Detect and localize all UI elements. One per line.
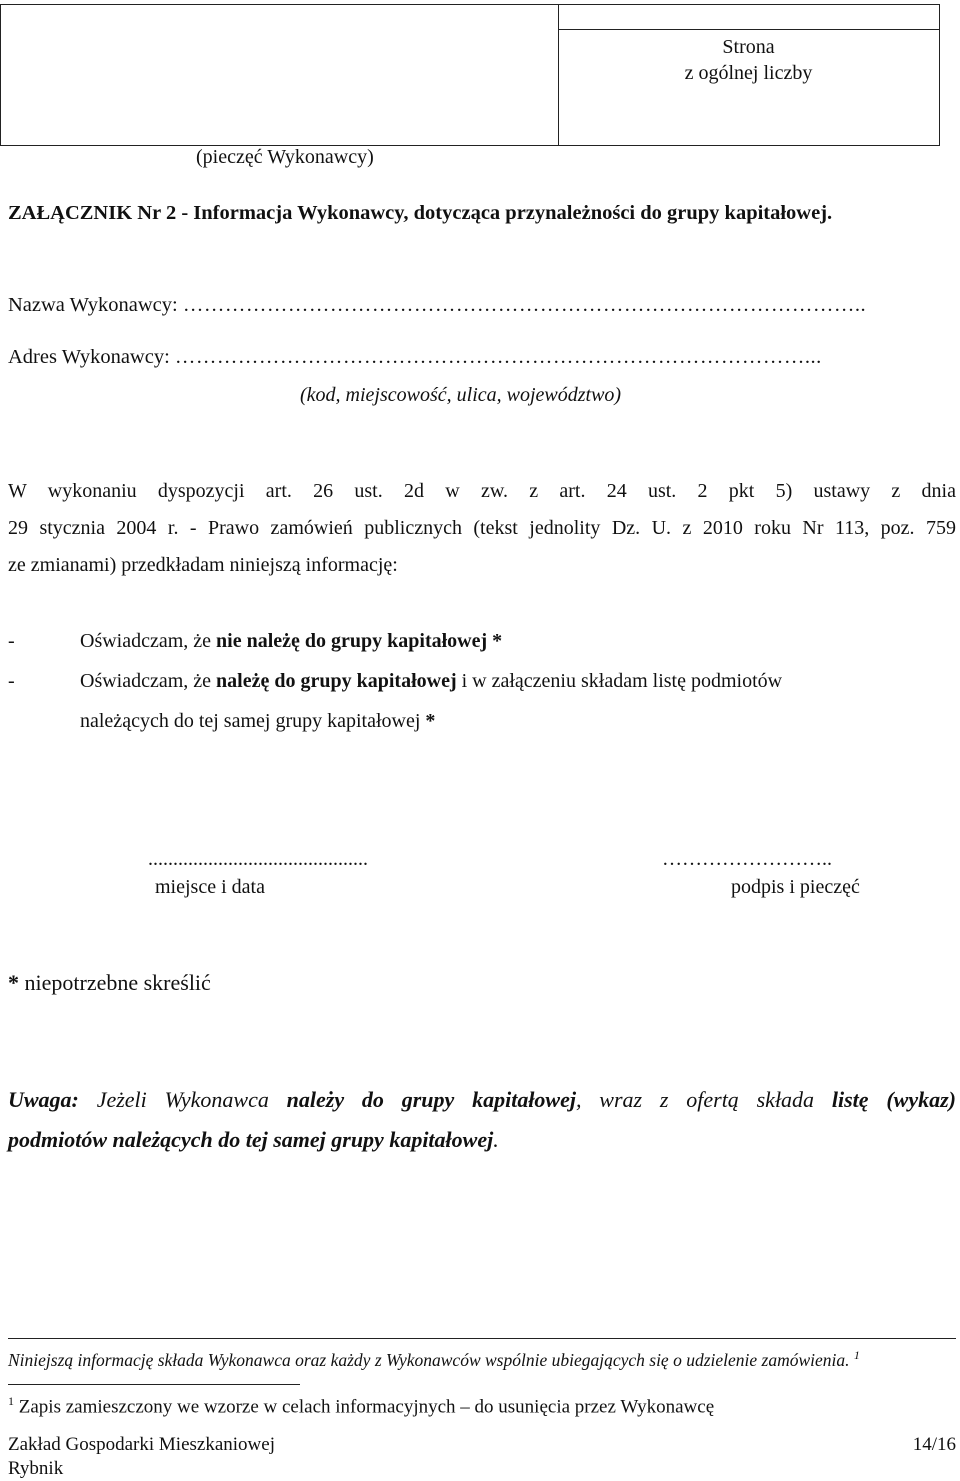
- document-title: ZAŁĄCZNIK Nr 2 - Informacja Wykonawcy, dotycząca przynależności do grupy kapitałowej.: [8, 202, 833, 224]
- declaration-2[interactable]: [80, 670, 782, 693]
- contractor-address-label: Adres Wykonawcy:: [8, 346, 170, 368]
- footnote-number: 1: [8, 1394, 14, 1408]
- declaration-2-bold: należę do grupy kapitałowej: [216, 670, 457, 692]
- contractor-name-label: Nazwa Wykonawcy:: [8, 294, 178, 316]
- company-name: Zakład Gospodarki Mieszkaniowej: [8, 1434, 275, 1455]
- footnote: [8, 1394, 714, 1418]
- page-number: 14/16: [912, 1434, 956, 1455]
- uwaga-label: Uwaga:: [8, 1087, 79, 1112]
- intro-line-3: ze zmianami) przedkładam niniejszą informację:: [8, 554, 398, 576]
- strike-out-star: *: [8, 970, 19, 995]
- declaration-1-prefix: Oświadczam, że: [80, 630, 217, 652]
- contractor-name-field[interactable]: ……………………………………………………………………………………..: [182, 294, 867, 316]
- address-hint: (kod, miejscowość, ulica, województwo): [300, 384, 622, 406]
- declaration-1-bold: nie należę do grupy kapitałowej *: [216, 630, 503, 652]
- contractor-name-row: [8, 294, 866, 317]
- intro-line-2: 29 stycznia 2004 r. - Prawo zamówień publicznych (tekst jednolity Dz. U. z 2010 roku Nr 113, poz. 759: [8, 517, 956, 539]
- header-table: [0, 4, 940, 146]
- strike-out-text: niepotrzebne skreślić: [19, 970, 211, 995]
- contractor-address-row: [8, 346, 822, 369]
- declaration-2-prefix: Oświadczam, że: [80, 670, 217, 692]
- page-count-label-2: z ogólnej liczby: [684, 62, 813, 84]
- declaration-2-line-2: należących do tej samej grupy kapitałowej *: [80, 710, 436, 732]
- signature-field[interactable]: ……………………..: [662, 848, 832, 870]
- footnote-divider: [8, 1384, 300, 1385]
- place-date-field[interactable]: ............................................: [148, 848, 368, 870]
- footer-note-ref: 1: [853, 1348, 860, 1362]
- uwaga-line-1: Uwaga: Jeżeli Wykonawca należy do grupy kapitałowej, wraz z ofertą składa listę (wykaz): [8, 1087, 956, 1112]
- contractor-address-field[interactable]: ………………………………………………………………………………...: [174, 346, 822, 368]
- footer-divider: [8, 1338, 956, 1339]
- declaration-1[interactable]: [80, 630, 502, 653]
- footer-note: Niniejszą informację składa Wykonawca oraz każdy z Wykonawców wspólnie ubiegających się o udzielenie zamówienia. $^1$: [8, 1348, 860, 1370]
- footnote-text: Zapis zamieszczony we wzorze w celach informacyjnych – do usunięcia przez Wykonawcę: [14, 1396, 715, 1418]
- strike-out-note: [8, 970, 211, 996]
- header-right-top-cell: [558, 5, 939, 30]
- stamp-label: (pieczęć Wykonawcy): [196, 146, 374, 168]
- uwaga-line-2: podmiotów należących do tej samej grupy kapitałowej.: [8, 1127, 499, 1152]
- intro-line-1: W wykonaniu dyspozycji art. 26 ust. 2d w zw. z art. 24 ust. 2 pkt 5) ustawy z dnia: [8, 480, 956, 502]
- page-count-cell: [558, 30, 939, 145]
- declaration-2-suffix: i w załączeniu składam listę podmiotów: [456, 670, 783, 692]
- declaration-2-star: *: [425, 710, 436, 732]
- declaration-1-dash: -: [8, 630, 15, 652]
- declaration-2-dash: -: [8, 670, 15, 692]
- page-count-label-1: Strona: [722, 36, 775, 58]
- company-city: Rybnik: [8, 1458, 64, 1479]
- signature-label: podpis i pieczęć: [731, 876, 860, 898]
- place-date-label: miejsce i data: [155, 876, 265, 898]
- stamp-area: [1, 5, 559, 145]
